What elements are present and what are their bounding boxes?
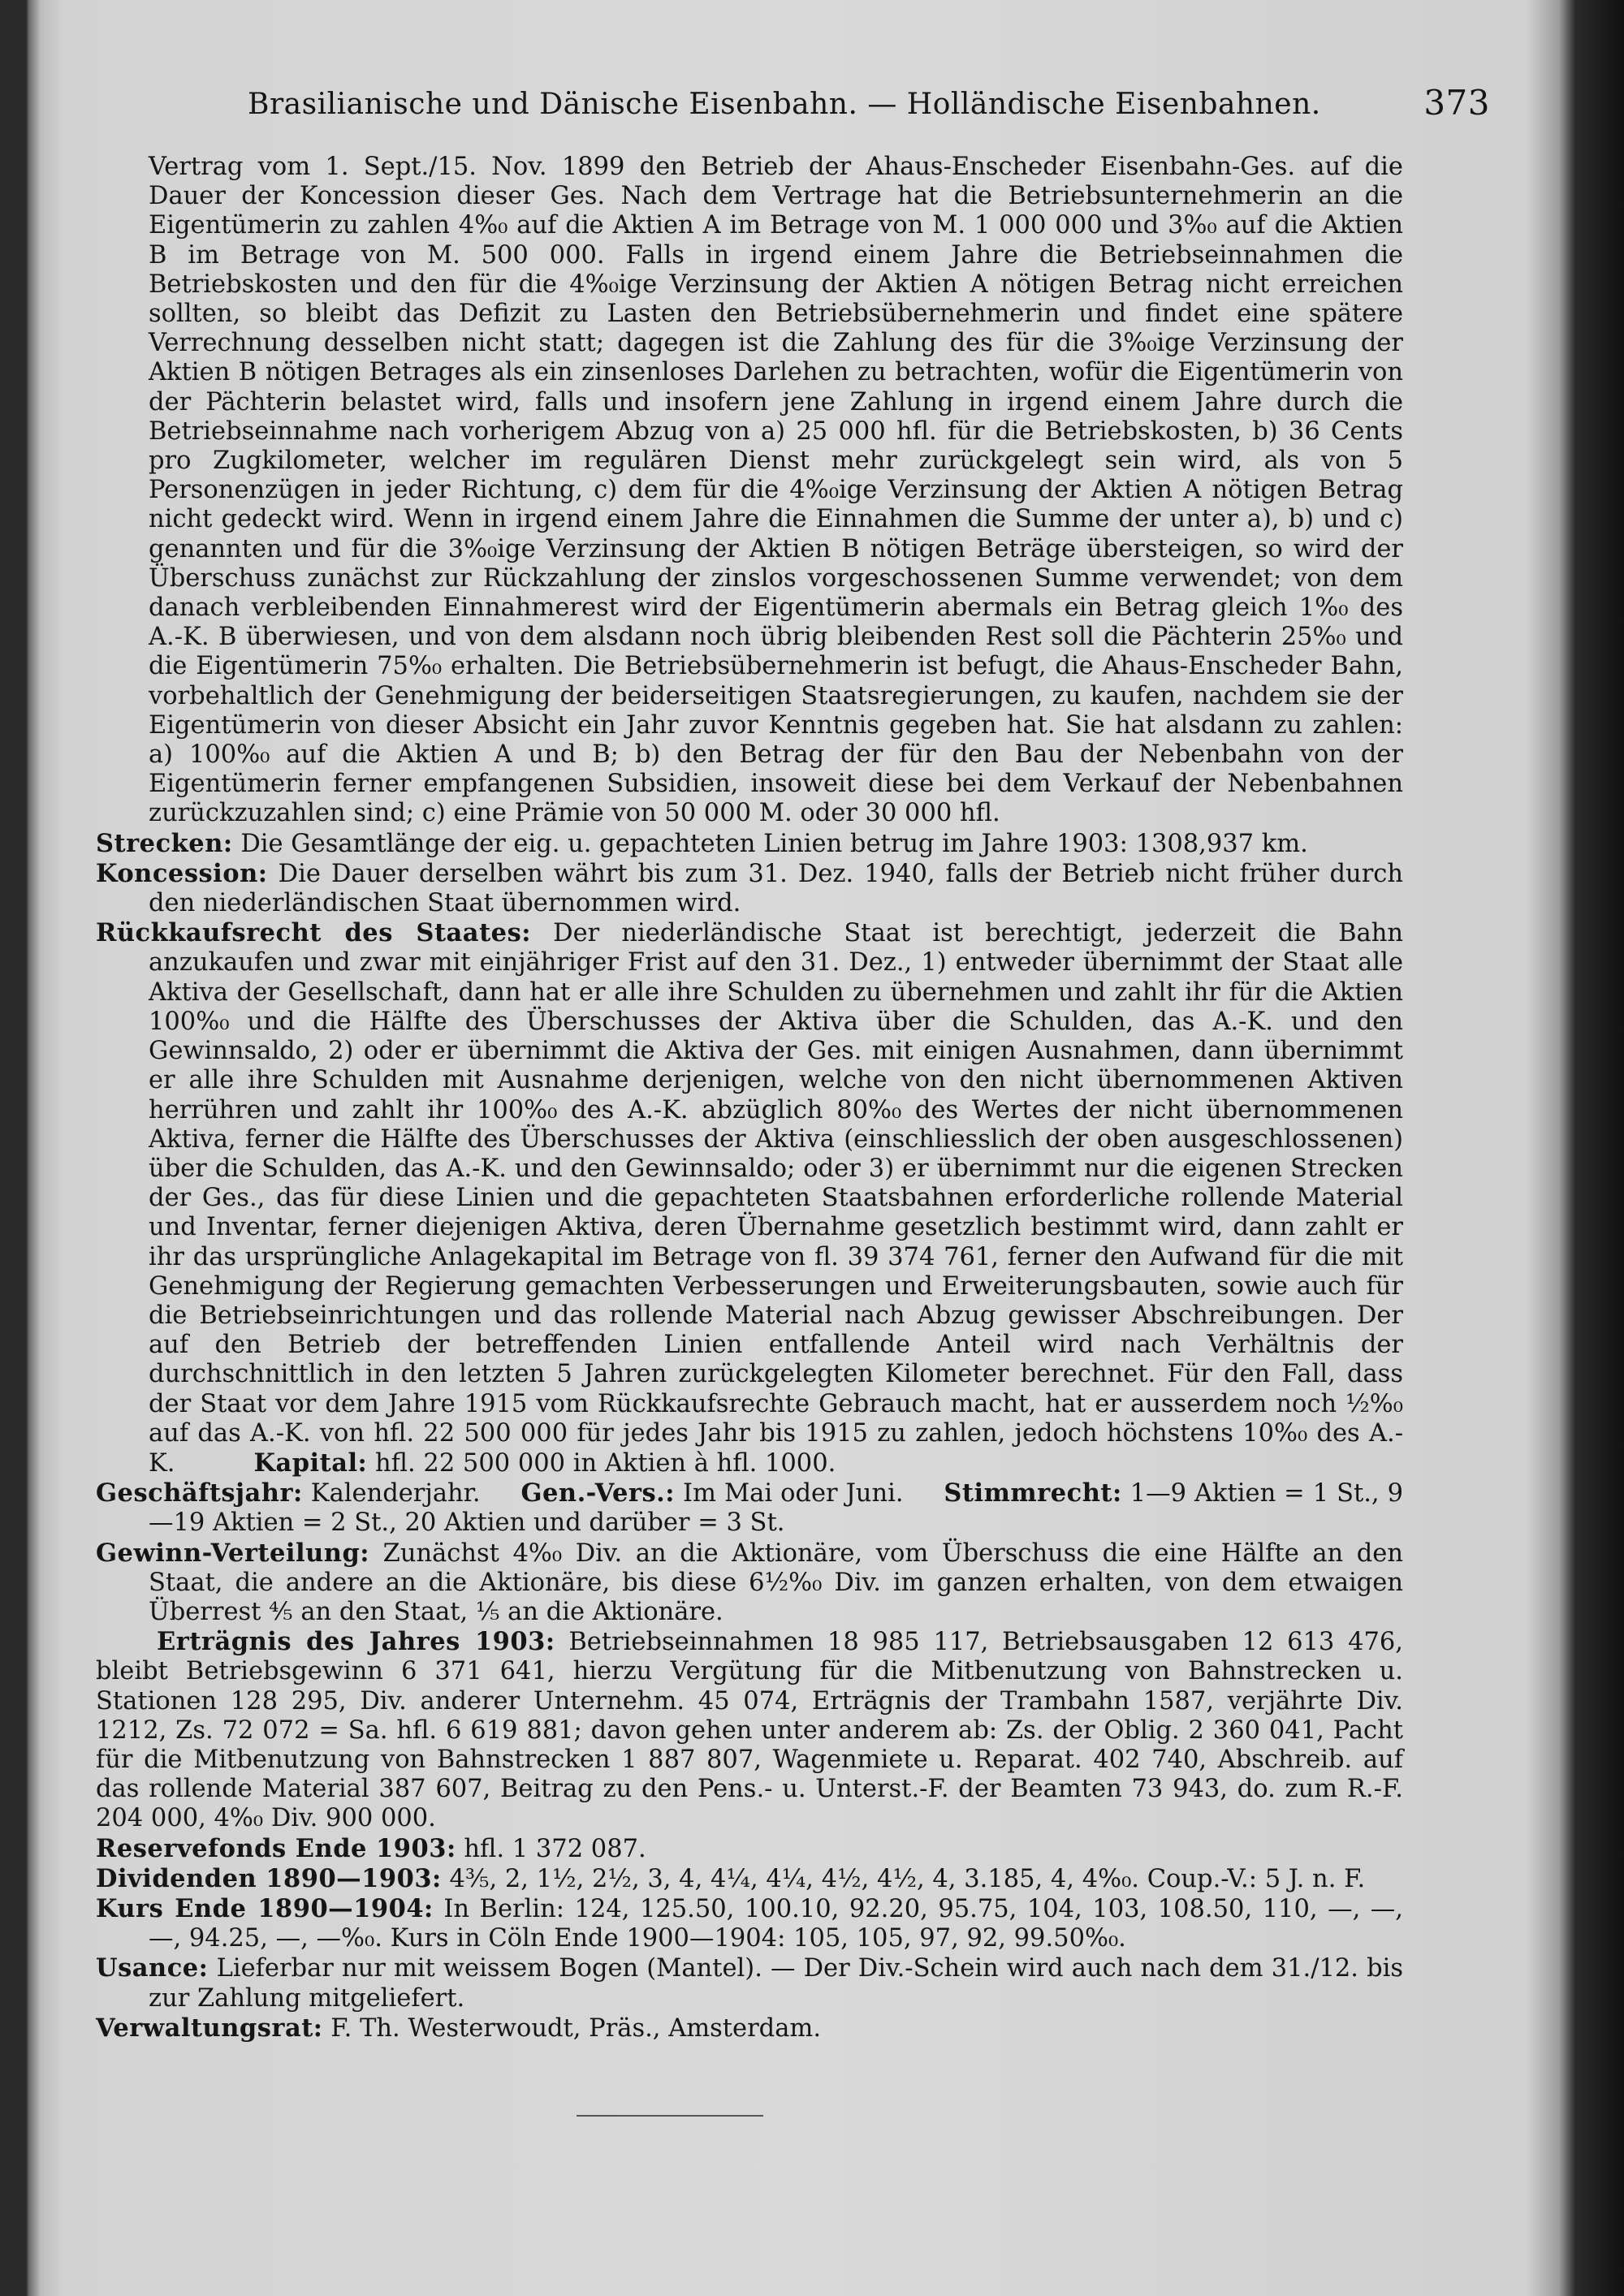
verwaltungsrat-label: Verwaltungsrat: [96,2013,323,2043]
gewinn-verteilung-text: Zunächst 4%₀ Div. an die Aktionäre, vom Überschuss die eine Hälfte an den Staat, die andere an die Aktionäre, bis diese 6½%₀ Div. im ganzen erhalten, von dem etwaigen Überrest ⁴⁄₅ an den Staat, ¹⁄₅ an die Aktionäre. [149,1539,1403,1626]
rueckkaufsrecht-text: Der niederländische Staat ist berechtigt, jederzeit die Bahn anzukaufen und zwar mit einjähriger Frist auf den 31. Dez., 1) entweder übernimmt der Staat alle Aktiva der Gesellschaft, dann hat er alle ihre Schulden zu übernehmen und zahlt ihr für die Aktien 100%₀ und die Hälfte des Überschusses der Aktiva über die Schulden, das A.-K. und den Gewinnsaldo, 2) oder er übernimmt die Aktiva der Ges. mit einigen Ausnahmen, dann übernimmt er alle ihre Schulden mit Ausnahme derjenigen, welche von den nicht übernommenen Aktiven herrühren und zahlt ihr 100%₀ des A.-K. abzüglich 80%₀ des Wertes der nicht übernommenen Aktiva, ferner die Hälfte des Überschusses der Aktiva (einschliesslich der oben ausgeschlossenen) über die Schulden, das A.-K. und den Gewinnsaldo; oder 3) er übernimmt nur die eigenen Strecken der Ges., das für diese Linien und die gepachteten Staatsbahnen erforderliche rollende Material und Inventar, ferner diejenigen Aktiva, deren Übernahme gesetzlich bestimmt wird, dann zahlt er ihr das ursprüngliche Anlagekapital im Betrage von fl. 39 374 761, ferner den Aufwand für die mit Genehmigung der Regierung gemachten Verbesserungen und Erweiterungsbauten, sowie auch für die Betriebseinrichtungen und das rollende Material nach Abzug gewisser Abschreibungen. Der auf den Betrieb der betreffenden Linien entfallende Anteil wird nach Verhältnis der durchschnittlich in den letzten 5 Jahren zurückgelegten Kilometer berechnet. Für den Fall, dass der Staat vor dem Jahre 1915 vom Rückkaufsrechte Gebrauch macht, hat er ausserdem noch ½%₀ auf das A.-K. von hfl. 22 500 000 für jedes Jahr bis 1915 zu zahlen, jedoch höchstens 10%₀ des A.-K. [149,919,1403,1478]
vertrag-paragraph: Vertrag vom 1. Sept./15. Nov. 1899 den Betrieb der Ahaus-Enscheder Eisenbahn-Ges. auf die Dauer der Koncession dieser Ges. Nach dem Vertrage hat die Betriebsunternehmerin an die Eigentümerin zu zahlen 4%₀ auf die Aktien A im Betrage von M. 1 000 000 und 3%₀ auf die Aktien B im Betrage von M. 500 000. Falls in irgend einem Jahre die Betriebseinnahmen die Betriebskosten und den für die 4%₀ige Verzinsung der Aktien A nötigen Betrag nicht erreichen sollten, so bleibt das Defizit zu Lasten den Betriebsübernehmerin und findet eine spätere Verrechnung desselben nicht statt; dagegen ist die Zahlung des für die 3%₀ige Verzinsung der Aktien B nötigen Betrages als ein zinsenloses Darlehen zu betrachten, wofür die Eigentümerin von der Pächterin belastet wird, falls und insofern jene Zahlung in irgend einem Jahre durch die Betriebseinnahme nach vorherigem Abzug von a) 25 000 hfl. für die Betriebskosten, b) 36 Cents pro Zugkilometer, welcher im regulären Dienst mehr zurückgelegt sein wird, als von 5 Personenzügen in jeder Richtung, c) dem für die 4%₀ige Verzinsung der Aktien A nötigen Betrag nicht gedeckt wird. Wenn in irgend einem Jahre die Einnahmen die Summe der unter a), b) und c) genannten und für die 3%₀ige Verzinsung der Aktien B nötigen Beträge übersteigen, so wird der Überschuss zunächst zur Rückzahlung der zinslos vorgeschossenen Summe verwendet; von dem danach verbleibenden Einnahmerest wird der Eigentümerin abermals ein Betrag gleich 1%₀ des A.-K. B überwiesen, und von dem alsdann noch übrig bleibenden Rest soll die Pächterin 25%₀ und die Eigentümerin 75%₀ erhalten. Die Betriebsübernehmerin ist befugt, die Ahaus-Enscheder Bahn, vorbehaltlich der Genehmigung der beiderseitigen Staatsregierungen, zu kaufen, nachdem sie der Eigentümerin von dieser Absicht ein Jahr zuvor Kenntnis gegeben hat. Sie hat alsdann zu zahlen: a) 100%₀ auf die Aktien A und B; b) den Betrag der für den Bau der Nebenbahn von der Eigentümerin ferner empfangenen Subsidien, insoweit diese bei dem Verkauf der Nebenbahnen zurückzuzahlen sind; c) eine Prämie von 50 000 M. oder 30 000 hfl. [149,153,1403,828]
dividenden-entry [96,1864,1403,1894]
ertraegnis-text: Betriebseinnahmen 18 985 117, Betriebsausgaben 12 613 476, bleibt Betriebsgewinn 6 371 641, hierzu Vergütung für die Mitbenutzung von Bahnstrecken u. Stationen 128 295, Div. anderer Unternehm. 45 074, Erträgnis der Trambahn 1587, verjährte Div. 1212, Zs. 72 072 = Sa. hfl. 6 619 881; davon gehen unter anderem ab: Zs. der Oblig. 2 360 041, Pacht für die Mitbenutzung von Bahnstrecken 1 887 807, Wagenmiete u. Reparat. 402 740, Abschreib. auf das rollende Material 387 607, Beitrag zu den Pens.- u. Unterst.-F. der Beamten 73 943, do. zum R.-F. 204 000, 4%₀ Div. 900 000. [96,1628,1404,1833]
gewinn-verteilung-label: Gewinn-Verteilung: [96,1538,370,1568]
document-page [89,81,1490,2192]
geschaeftsjahr-text: Kalenderjahr. [310,1479,481,1508]
ertraegnis-entry [96,1627,1403,1833]
dividenden-text: 4⅗, 2, 1½, 2½, 3, 4, 4¼, 4¼, 4½, 4½, 4, 3.185, 4, 4%₀. Coup.-V.: 5 J. n. F. [449,1864,1366,1893]
kurs-text: In Berlin: 124, 125.50, 100.10, 92.20, 95.75, 104, 103, 108.50, 110, —, —, —, 94.25, —, —%₀. Kurs in Cöln Ende 1900—1904: 105, 105, 97, 92, 99.50%₀. [149,1894,1403,1953]
section-divider-rule [577,2115,763,2117]
koncession-label: Koncession: [96,858,268,888]
header-title: Brasilianische und Dänische Eisenbahn. — Holländische Eisenbahnen. [248,88,1321,121]
reservefonds-text: hfl. 1 372 087. [464,1834,646,1863]
verwaltungsrat-entry [96,2013,1403,2044]
gewinn-verteilung-entry [96,1539,1403,1628]
usance-label: Usance: [96,1953,209,1983]
kurs-label: Kurs Ende 1890—1904: [96,1893,434,1923]
kapital-text: hfl. 22 500 000 in Aktien à hfl. 1000. [375,1448,836,1478]
page-number: 373 [1423,83,1490,123]
stimmrecht-text: 1—9 Aktien = 1 St., 9—19 Aktien = 2 St., 20 Aktien und darüber = 3 St. [149,1479,1404,1538]
strecken-entry [96,829,1403,859]
ertraegnis-label: Erträgnis des Jahres 1903: [157,1627,555,1657]
geschaeftsjahr-label: Geschäftsjahr: [96,1478,303,1508]
kurs-entry [96,1894,1403,1953]
rueckkaufsrecht-entry [96,918,1403,1478]
running-header [248,81,1490,130]
kapital-label: Kapital: [253,1448,368,1478]
stimmrecht-label: Stimmrecht: [944,1478,1122,1508]
document-body [96,153,1403,2044]
koncession-text: Die Dauer derselben währt bis zum 31. Dez. 1940, falls der Betrieb nicht früher durch den niederländischen Staat übernommen wird. [149,859,1404,918]
usance-text: Lieferbar nur mit weissem Bogen (Mantel). — Der Div.-Schein wird auch nach dem 31./12. bis zur Zahlung mitgeliefert. [149,1954,1404,2013]
geschaeftsjahr-entry [96,1478,1403,1538]
verwaltungsrat-text: F. Th. Westerwoudt, Präs., Amsterdam. [330,2013,822,2043]
dividenden-label: Dividenden 1890—1903: [96,1863,442,1893]
rueckkaufsrecht-label: Rückkaufsrecht des Staates: [96,918,531,948]
strecken-text: Die Gesamtlänge der eig. u. gepachteten Linien betrug im Jahre 1903: 1308,937 km. [240,829,1308,858]
gen-vers-label: Gen.-Vers.: [520,1478,676,1508]
usance-entry [96,1953,1403,2013]
gen-vers-text: Im Mai oder Juni. [683,1479,904,1508]
reservefonds-label: Reservefonds Ende 1903: [96,1833,456,1863]
koncession-entry [96,859,1403,918]
reservefonds-entry [96,1834,1403,1864]
strecken-label: Strecken: [96,828,233,858]
